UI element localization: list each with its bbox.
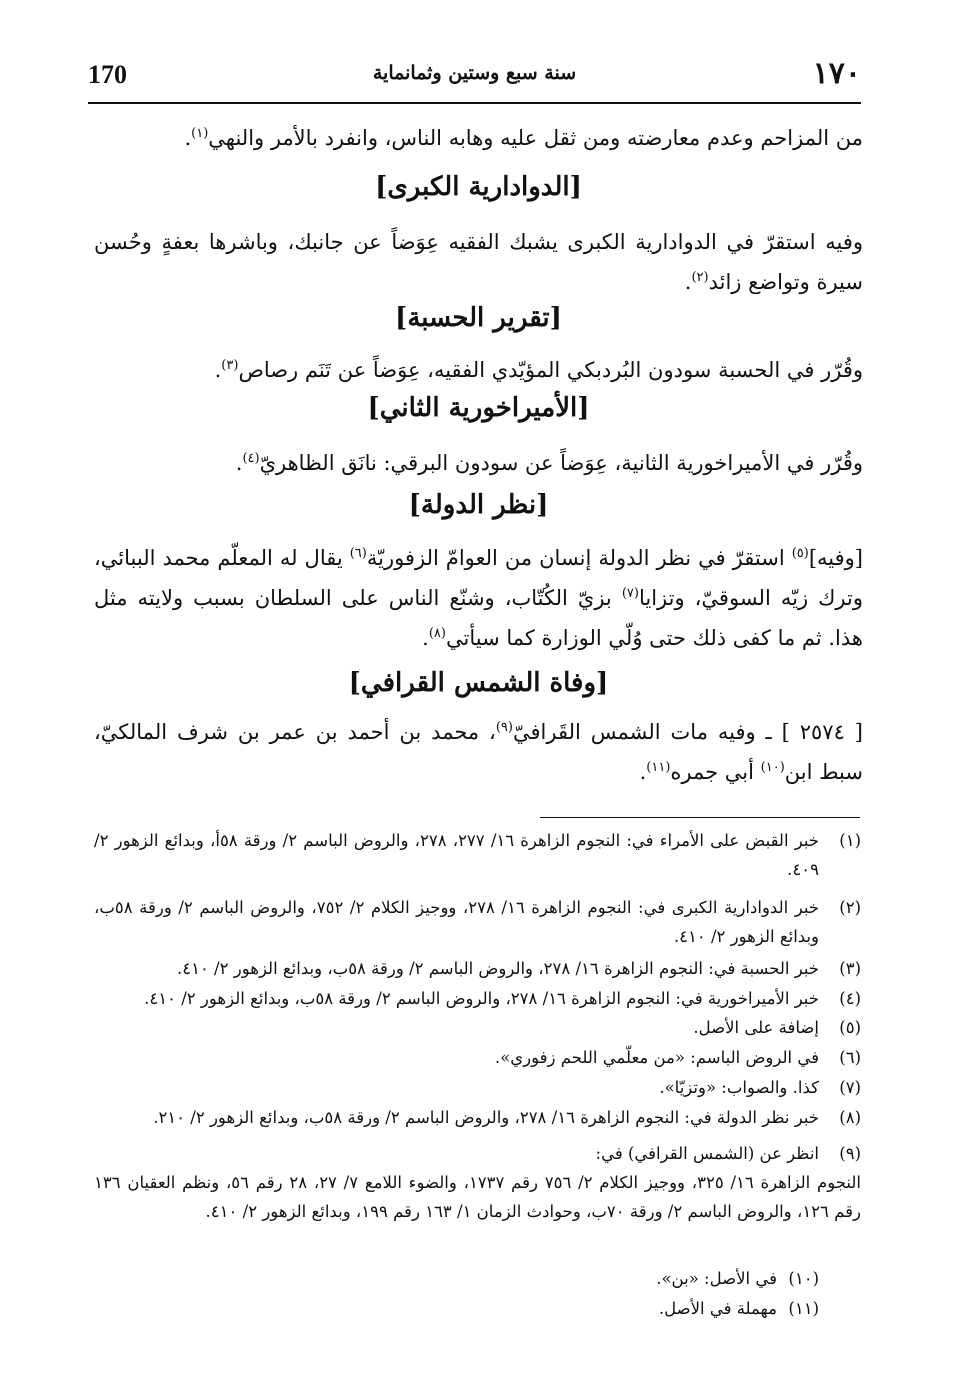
paragraph-text: وقُرّر في الحسبة سودون البُردبكي المؤيّدي الفقيه، عِوَضاً عن تَنَم رصاص [238, 358, 863, 382]
paragraph-tail: . [184, 126, 192, 150]
footnote-ref: (٩) [495, 720, 513, 735]
paragraph-tail: . [639, 760, 647, 784]
paragraph-text: [ ٢٥٧٤ ] ـ وفيه مات الشمس القَرافيّ [512, 720, 863, 744]
footnote-ref: (٦) [349, 546, 367, 561]
paragraph [94, 222, 863, 302]
footnote-ref: (٥) [791, 546, 809, 561]
footnote [94, 1073, 861, 1102]
footnote-separator [540, 817, 860, 818]
footnote-ref: (٨) [428, 626, 446, 641]
footnote-text: إضافة على الأصل. [693, 1018, 819, 1037]
footnote [94, 1103, 861, 1132]
footnote-ref: (٣) [221, 358, 239, 373]
paragraph-text: ، محمد بن أحمد بن عمر بن شرف المالكيّ، سبط ابن [94, 720, 863, 784]
footnote [94, 984, 861, 1013]
footnote-number: (١١) [788, 1299, 819, 1318]
paragraph-text: استقرّ في نظر الدولة إنسان من العوامّ الزفوريّة [366, 546, 792, 570]
page-number-arabic: ١٧٠ [812, 56, 861, 91]
footnote [94, 1139, 861, 1226]
header-rule [88, 102, 861, 104]
section-heading: [نظر الدولة] [408, 490, 549, 520]
footnote [94, 1043, 861, 1072]
footnote-number: (٦) [839, 1048, 861, 1067]
section-heading: [وفاة الشمس القرافي] [348, 668, 609, 698]
footnote [94, 1294, 819, 1323]
footnote [94, 826, 861, 884]
footnote-number: (٤) [839, 989, 861, 1008]
section-heading: [تقرير الحسبة] [395, 303, 562, 333]
footnote-ref: (١٠) [760, 760, 785, 775]
footnote-number: (٣) [839, 959, 861, 978]
paragraph-text: من المزاحم وعدم معارضته ومن ثقل عليه وهابه الناس، وانفرد بالأمر والنهي [208, 126, 863, 150]
footnote-text: انظر عن (الشمس القرافي) في: [595, 1144, 819, 1163]
section-heading: [الأميراخورية الثاني] [367, 393, 590, 423]
footnote-ref: (٧) [621, 586, 639, 601]
paragraph-text: وفيه استقرّ في الدوادارية الكبرى يشبك الفقيه عِوَضاً عن جانبك، وباشرها بعفةٍ وحُسن سيرة وتواضع زائد [94, 230, 863, 294]
footnote-text: خبر الأميراخورية في: النجوم الزاهرة ١٦/ ٢٧٨، والروض الباسم ٢/ ورقة ٥٨ب، وبدائع الزهور ٢/ ٤١٠. [144, 989, 819, 1008]
footnote-continuation: النجوم الزاهرة ١٦/ ٣٢٥، ووجيز الكلام ٢/ ٧٥٦ رقم ١٧٣٧، والضوء اللامع ٧/ ٢٧، ٢٨ رقم ٥٦، ونظم العقيان ١٣٦ رقم ١٢٦، والروض الباسم ٢/ ورقة ٧٠ب، وحوادث الزمان ١/ ١٦٣ رقم ١٩٩، وبدائع الزهور ٢/ ٤١٠. [94, 1173, 861, 1221]
biography-entry [94, 712, 863, 792]
footnote [94, 1013, 861, 1042]
paragraph-text: أبي جمره [670, 760, 761, 784]
footnote-ref: (٢) [691, 270, 709, 285]
paragraph-text: بزيّ الكُتّاب، وشنّع الناس على السلطان بسبب ولايته مثل هذا. ثم ما كفى ذلك حتى وُلّي الوزارة كما سيأتي [94, 586, 863, 650]
paragraph-text: [وفيه] [808, 546, 863, 570]
footnote-ref: (٤) [242, 451, 260, 466]
footnote-text: خبر نظر الدولة في: النجوم الزاهرة ١٦/ ٢٧٨، والروض الباسم ٢/ ورقة ٥٨ب، وبدائع الزهور ٢/ ٢١٠. [153, 1108, 819, 1127]
footnote-number: (٥) [839, 1018, 861, 1037]
paragraph-tail: . [422, 626, 429, 650]
footnote [94, 954, 861, 983]
footnote [94, 1264, 819, 1293]
paragraph-tail: . [684, 270, 692, 294]
paragraph [94, 350, 863, 390]
section-heading: [الدوادارية الكبرى] [375, 172, 582, 202]
footnote-number: (٩) [839, 1144, 861, 1163]
footnote-text: خبر الحسبة في: النجوم الزاهرة ١٦/ ٢٧٨، والروض الباسم ٢/ ورقة ٥٨ب، وبدائع الزهور ٢/ ٤١٠. [176, 959, 819, 978]
footnote-number: (٢) [839, 898, 861, 917]
paragraph-text: وقُرّر في الأميراخورية الثانية، عِوَضاً عن سودون البرقي: نانَق الظاهريّ [259, 451, 863, 475]
page-number-latin: 170 [88, 60, 127, 89]
footnote-text: خبر الدوادارية الكبرى في: النجوم الزاهرة ١٦/ ٢٧٨، ووجيز الكلام ٢/ ٧٥٢، والروض الباسم ٢/ ورقة ٥٨ب، وبدائع الزهور ٢/ ٤١٠. [94, 898, 820, 946]
footnote [94, 893, 861, 951]
footnote-number: (١) [839, 831, 861, 850]
running-title: سنة سبع وستين وثمانماية [372, 62, 577, 84]
paragraph-text: يقال له المعلّم محمد الببائي، وترك زيّه السوقيّ، وتزايا [94, 546, 864, 610]
footnote-number: (١٠) [788, 1269, 819, 1288]
paragraph-tail: . [235, 451, 243, 475]
paragraph-continuation [94, 118, 863, 158]
paragraph-tail: . [214, 358, 222, 382]
footnote-ref: (١١) [646, 760, 671, 775]
footnote-text: كذا. والصواب: «وتزيّا». [659, 1078, 819, 1097]
running-header [88, 56, 861, 104]
footnote-ref: (١) [191, 126, 209, 141]
footnote-text: خبر القبض على الأمراء في: النجوم الزاهرة ١٦/ ٢٧٧، ٢٧٨، والروض الباسم ٢/ ورقة ٥٨أ، وبدائع الزهور ٢/ ٤٠٩. [94, 831, 819, 879]
footnote-number: (٧) [839, 1078, 861, 1097]
footnote-text: في الروض الباسم: «من معلّمي اللحم زفوري». [494, 1048, 819, 1067]
footnote-number: (٨) [839, 1108, 861, 1127]
paragraph [94, 538, 863, 658]
footnote-text: في الأصل: «بن». [656, 1269, 777, 1288]
footnote-text: مهملة في الأصل. [658, 1299, 777, 1318]
paragraph [94, 443, 863, 483]
